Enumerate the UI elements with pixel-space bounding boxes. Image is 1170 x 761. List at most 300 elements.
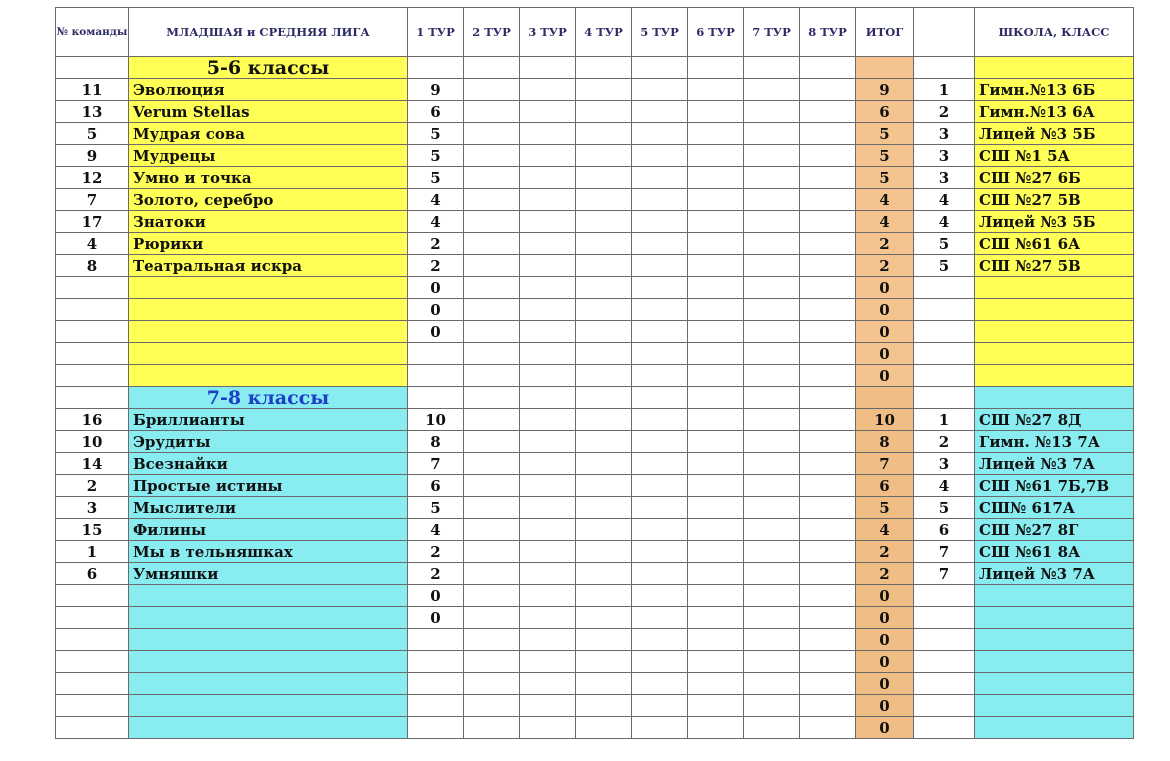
header-place xyxy=(914,8,975,57)
round-8-cell xyxy=(800,79,856,101)
school-cell xyxy=(975,321,1134,343)
round-8-cell xyxy=(800,321,856,343)
team-number-cell xyxy=(56,673,129,695)
round-1-cell: 8 xyxy=(408,431,464,453)
round-1-cell: 7 xyxy=(408,453,464,475)
table-row xyxy=(56,299,1134,321)
round-1-cell: 0 xyxy=(408,321,464,343)
round-1-cell: 4 xyxy=(408,519,464,541)
place-cell: 1 xyxy=(914,79,975,101)
round-1-cell: 0 xyxy=(408,585,464,607)
round-2-cell xyxy=(464,585,520,607)
round-8-cell xyxy=(800,695,856,717)
round-4-cell xyxy=(576,453,632,475)
school-cell xyxy=(975,387,1134,409)
place-cell xyxy=(914,343,975,365)
round-2-cell xyxy=(464,541,520,563)
total-cell: 4 xyxy=(856,519,914,541)
place-cell: 4 xyxy=(914,189,975,211)
round-6-cell xyxy=(688,299,744,321)
team-name-cell: Золото, серебро xyxy=(129,189,408,211)
round-4-cell xyxy=(576,585,632,607)
round-6-cell xyxy=(688,519,744,541)
team-name-cell xyxy=(129,343,408,365)
round-7-cell xyxy=(744,365,800,387)
round-5-cell xyxy=(632,541,688,563)
empty-cell xyxy=(744,57,800,79)
round-4-cell xyxy=(576,343,632,365)
round-7-cell xyxy=(744,651,800,673)
round-3-cell xyxy=(520,211,576,233)
table-row xyxy=(56,123,1134,145)
table-row xyxy=(56,563,1134,585)
team-name-cell: Рюрики xyxy=(129,233,408,255)
table-row xyxy=(56,607,1134,629)
round-3-cell xyxy=(520,277,576,299)
round-8-cell xyxy=(800,541,856,563)
round-7-cell xyxy=(744,497,800,519)
empty-cell xyxy=(914,387,975,409)
team-number-cell xyxy=(56,277,129,299)
round-3-cell xyxy=(520,541,576,563)
round-7-cell xyxy=(744,541,800,563)
round-8-cell xyxy=(800,563,856,585)
team-number-cell xyxy=(56,299,129,321)
school-cell: СШ №61 7Б,7В xyxy=(975,475,1134,497)
total-cell: 10 xyxy=(856,409,914,431)
place-cell xyxy=(914,651,975,673)
total-cell: 0 xyxy=(856,585,914,607)
school-cell: Лицей №3 5Б xyxy=(975,123,1134,145)
total-cell: 0 xyxy=(856,277,914,299)
round-1-cell: 0 xyxy=(408,277,464,299)
place-cell: 3 xyxy=(914,145,975,167)
table-row xyxy=(56,409,1134,431)
total-cell: 0 xyxy=(856,343,914,365)
round-4-cell xyxy=(576,497,632,519)
round-3-cell xyxy=(520,321,576,343)
round-5-cell xyxy=(632,167,688,189)
team-name-cell: Verum Stellas xyxy=(129,101,408,123)
round-7-cell xyxy=(744,717,800,739)
table-row xyxy=(56,695,1134,717)
round-5-cell xyxy=(632,431,688,453)
place-cell xyxy=(914,673,975,695)
round-5-cell xyxy=(632,123,688,145)
team-number-cell: 4 xyxy=(56,233,129,255)
team-number-cell xyxy=(56,365,129,387)
empty-cell xyxy=(464,57,520,79)
round-1-cell: 6 xyxy=(408,101,464,123)
round-5-cell xyxy=(632,255,688,277)
team-name-cell: Мудрая сова xyxy=(129,123,408,145)
table-row xyxy=(56,431,1134,453)
round-7-cell xyxy=(744,519,800,541)
round-2-cell xyxy=(464,607,520,629)
round-5-cell xyxy=(632,651,688,673)
header-league: МЛАДШАЯ и СРЕДНЯЯ ЛИГА xyxy=(129,8,408,57)
round-6-cell xyxy=(688,431,744,453)
place-cell xyxy=(914,607,975,629)
round-3-cell xyxy=(520,189,576,211)
round-6-cell xyxy=(688,365,744,387)
round-6-cell xyxy=(688,563,744,585)
table-row xyxy=(56,211,1134,233)
empty-cell xyxy=(632,387,688,409)
round-3-cell xyxy=(520,299,576,321)
team-name-cell xyxy=(129,673,408,695)
round-2-cell xyxy=(464,365,520,387)
total-cell xyxy=(856,387,914,409)
round-7-cell xyxy=(744,431,800,453)
round-3-cell xyxy=(520,145,576,167)
round-4-cell xyxy=(576,431,632,453)
table-row xyxy=(56,541,1134,563)
school-cell: СШ №61 6А xyxy=(975,233,1134,255)
team-number-cell: 14 xyxy=(56,453,129,475)
round-4-cell xyxy=(576,79,632,101)
total-cell: 0 xyxy=(856,321,914,343)
team-name-cell xyxy=(129,717,408,739)
total-cell: 5 xyxy=(856,123,914,145)
empty-cell xyxy=(464,387,520,409)
round-7-cell xyxy=(744,123,800,145)
empty-cell xyxy=(576,57,632,79)
team-number-cell: 2 xyxy=(56,475,129,497)
team-number-cell xyxy=(56,585,129,607)
total-cell: 0 xyxy=(856,365,914,387)
section-title-row xyxy=(56,57,1134,79)
round-6-cell xyxy=(688,541,744,563)
round-4-cell xyxy=(576,519,632,541)
place-cell xyxy=(914,717,975,739)
school-cell: СШ №27 6Б xyxy=(975,167,1134,189)
team-number-cell: 13 xyxy=(56,101,129,123)
round-1-cell xyxy=(408,717,464,739)
round-5-cell xyxy=(632,563,688,585)
header-school: ШКОЛА, КЛАСС xyxy=(975,8,1134,57)
school-cell: Лицей №3 5Б xyxy=(975,211,1134,233)
team-name-cell: Мудрецы xyxy=(129,145,408,167)
round-7-cell xyxy=(744,321,800,343)
round-8-cell xyxy=(800,145,856,167)
table-row xyxy=(56,167,1134,189)
round-7-cell xyxy=(744,453,800,475)
round-4-cell xyxy=(576,255,632,277)
round-5-cell xyxy=(632,695,688,717)
school-cell: СШ №27 5В xyxy=(975,189,1134,211)
table-row xyxy=(56,189,1134,211)
round-5-cell xyxy=(632,497,688,519)
round-3-cell xyxy=(520,673,576,695)
round-3-cell xyxy=(520,607,576,629)
round-4-cell xyxy=(576,101,632,123)
empty-cell xyxy=(632,57,688,79)
round-2-cell xyxy=(464,343,520,365)
team-number-cell: 16 xyxy=(56,409,129,431)
round-6-cell xyxy=(688,585,744,607)
round-1-cell: 5 xyxy=(408,167,464,189)
round-2-cell xyxy=(464,717,520,739)
round-1-cell: 6 xyxy=(408,475,464,497)
round-7-cell xyxy=(744,79,800,101)
table-row xyxy=(56,453,1134,475)
round-5-cell xyxy=(632,717,688,739)
total-cell: 9 xyxy=(856,79,914,101)
round-3-cell xyxy=(520,651,576,673)
round-3-cell xyxy=(520,409,576,431)
round-4-cell xyxy=(576,475,632,497)
round-5-cell xyxy=(632,629,688,651)
header-round-6: 6 ТУР xyxy=(688,8,744,57)
team-name-cell: Умно и точка xyxy=(129,167,408,189)
team-name-cell: Простые истины xyxy=(129,475,408,497)
round-6-cell xyxy=(688,497,744,519)
team-number-cell: 6 xyxy=(56,563,129,585)
team-number-cell xyxy=(56,717,129,739)
school-cell xyxy=(975,57,1134,79)
school-cell xyxy=(975,365,1134,387)
round-1-cell: 10 xyxy=(408,409,464,431)
header-round-1: 1 ТУР xyxy=(408,8,464,57)
round-7-cell xyxy=(744,211,800,233)
round-6-cell xyxy=(688,79,744,101)
place-cell xyxy=(914,629,975,651)
round-8-cell xyxy=(800,475,856,497)
place-cell: 7 xyxy=(914,541,975,563)
round-7-cell xyxy=(744,585,800,607)
round-3-cell xyxy=(520,563,576,585)
empty-cell xyxy=(56,387,129,409)
round-8-cell xyxy=(800,409,856,431)
school-cell xyxy=(975,585,1134,607)
round-8-cell xyxy=(800,607,856,629)
round-7-cell xyxy=(744,409,800,431)
team-name-cell xyxy=(129,629,408,651)
round-2-cell xyxy=(464,101,520,123)
header-round-5: 5 ТУР xyxy=(632,8,688,57)
round-7-cell xyxy=(744,673,800,695)
school-cell: Гимн.№13 6Б xyxy=(975,79,1134,101)
round-3-cell xyxy=(520,585,576,607)
round-1-cell: 5 xyxy=(408,123,464,145)
empty-cell xyxy=(688,387,744,409)
round-8-cell xyxy=(800,189,856,211)
round-2-cell xyxy=(464,123,520,145)
round-8-cell xyxy=(800,255,856,277)
section-title: 5-6 классы xyxy=(129,57,408,79)
school-cell: СШ №27 8Г xyxy=(975,519,1134,541)
place-cell xyxy=(914,585,975,607)
team-number-cell xyxy=(56,321,129,343)
round-1-cell xyxy=(408,343,464,365)
place-cell: 2 xyxy=(914,101,975,123)
round-2-cell xyxy=(464,519,520,541)
round-4-cell xyxy=(576,651,632,673)
round-5-cell xyxy=(632,519,688,541)
team-number-cell: 7 xyxy=(56,189,129,211)
round-6-cell xyxy=(688,629,744,651)
empty-cell xyxy=(914,57,975,79)
place-cell: 4 xyxy=(914,475,975,497)
round-2-cell xyxy=(464,255,520,277)
team-name-cell: Умняшки xyxy=(129,563,408,585)
table-row xyxy=(56,651,1134,673)
round-2-cell xyxy=(464,497,520,519)
team-name-cell xyxy=(129,277,408,299)
school-cell xyxy=(975,673,1134,695)
team-number-cell: 3 xyxy=(56,497,129,519)
round-4-cell xyxy=(576,629,632,651)
round-3-cell xyxy=(520,497,576,519)
round-3-cell xyxy=(520,629,576,651)
round-3-cell xyxy=(520,101,576,123)
table-row xyxy=(56,277,1134,299)
round-4-cell xyxy=(576,673,632,695)
place-cell: 2 xyxy=(914,431,975,453)
round-8-cell xyxy=(800,651,856,673)
round-4-cell xyxy=(576,123,632,145)
round-7-cell xyxy=(744,189,800,211)
empty-cell xyxy=(576,387,632,409)
round-8-cell xyxy=(800,365,856,387)
round-7-cell xyxy=(744,167,800,189)
team-number-cell xyxy=(56,629,129,651)
round-6-cell xyxy=(688,343,744,365)
round-6-cell xyxy=(688,453,744,475)
round-6-cell xyxy=(688,409,744,431)
total-cell: 0 xyxy=(856,673,914,695)
total-cell: 6 xyxy=(856,101,914,123)
round-3-cell xyxy=(520,695,576,717)
header-team-no: № команды xyxy=(56,8,129,57)
team-number-cell: 9 xyxy=(56,145,129,167)
team-name-cell xyxy=(129,299,408,321)
team-name-cell: Эрудиты xyxy=(129,431,408,453)
round-2-cell xyxy=(464,189,520,211)
round-8-cell xyxy=(800,101,856,123)
section-title-row xyxy=(56,387,1134,409)
empty-cell xyxy=(408,57,464,79)
round-4-cell xyxy=(576,189,632,211)
round-2-cell xyxy=(464,79,520,101)
round-3-cell xyxy=(520,717,576,739)
round-4-cell xyxy=(576,167,632,189)
round-1-cell xyxy=(408,651,464,673)
team-name-cell xyxy=(129,695,408,717)
empty-cell xyxy=(520,57,576,79)
team-number-cell: 5 xyxy=(56,123,129,145)
round-1-cell: 2 xyxy=(408,255,464,277)
total-cell: 5 xyxy=(856,167,914,189)
round-8-cell xyxy=(800,211,856,233)
round-4-cell xyxy=(576,321,632,343)
round-7-cell xyxy=(744,563,800,585)
round-2-cell xyxy=(464,629,520,651)
header-total: ИТОГ xyxy=(856,8,914,57)
round-8-cell xyxy=(800,629,856,651)
header-round-2: 2 ТУР xyxy=(464,8,520,57)
table-row xyxy=(56,365,1134,387)
team-name-cell: Мыслители xyxy=(129,497,408,519)
school-cell xyxy=(975,343,1134,365)
place-cell xyxy=(914,299,975,321)
round-8-cell xyxy=(800,277,856,299)
header-round-4: 4 ТУР xyxy=(576,8,632,57)
round-1-cell: 0 xyxy=(408,299,464,321)
round-8-cell xyxy=(800,123,856,145)
round-8-cell xyxy=(800,519,856,541)
total-cell: 0 xyxy=(856,299,914,321)
header-row xyxy=(56,8,1134,57)
empty-cell xyxy=(56,57,129,79)
round-4-cell xyxy=(576,717,632,739)
total-cell xyxy=(856,57,914,79)
round-7-cell xyxy=(744,343,800,365)
place-cell xyxy=(914,321,975,343)
team-name-cell xyxy=(129,607,408,629)
header-round-8: 8 ТУР xyxy=(800,8,856,57)
total-cell: 2 xyxy=(856,541,914,563)
round-4-cell xyxy=(576,233,632,255)
round-7-cell xyxy=(744,101,800,123)
team-name-cell xyxy=(129,651,408,673)
school-cell: Лицей №3 7А xyxy=(975,453,1134,475)
round-4-cell xyxy=(576,695,632,717)
place-cell: 6 xyxy=(914,519,975,541)
school-cell xyxy=(975,607,1134,629)
team-number-cell xyxy=(56,343,129,365)
team-name-cell: Филины xyxy=(129,519,408,541)
round-1-cell: 5 xyxy=(408,497,464,519)
round-6-cell xyxy=(688,211,744,233)
table-row xyxy=(56,519,1134,541)
round-2-cell xyxy=(464,453,520,475)
round-6-cell xyxy=(688,607,744,629)
round-8-cell xyxy=(800,343,856,365)
round-5-cell xyxy=(632,211,688,233)
total-cell: 7 xyxy=(856,453,914,475)
table-row xyxy=(56,475,1134,497)
round-4-cell xyxy=(576,563,632,585)
round-2-cell xyxy=(464,277,520,299)
header-round-3: 3 ТУР xyxy=(520,8,576,57)
round-8-cell xyxy=(800,299,856,321)
round-5-cell xyxy=(632,343,688,365)
round-8-cell xyxy=(800,585,856,607)
school-cell: СШ№ 617А xyxy=(975,497,1134,519)
school-cell xyxy=(975,299,1134,321)
round-7-cell xyxy=(744,145,800,167)
total-cell: 5 xyxy=(856,497,914,519)
round-1-cell: 2 xyxy=(408,233,464,255)
total-cell: 2 xyxy=(856,563,914,585)
school-cell: Лицей №3 7А xyxy=(975,563,1134,585)
round-6-cell xyxy=(688,277,744,299)
round-5-cell xyxy=(632,101,688,123)
round-4-cell xyxy=(576,211,632,233)
round-6-cell xyxy=(688,255,744,277)
place-cell: 5 xyxy=(914,255,975,277)
round-5-cell xyxy=(632,277,688,299)
round-4-cell xyxy=(576,365,632,387)
round-5-cell xyxy=(632,365,688,387)
school-cell xyxy=(975,717,1134,739)
round-6-cell xyxy=(688,717,744,739)
round-1-cell: 9 xyxy=(408,79,464,101)
round-7-cell xyxy=(744,695,800,717)
school-cell: СШ №27 5В xyxy=(975,255,1134,277)
